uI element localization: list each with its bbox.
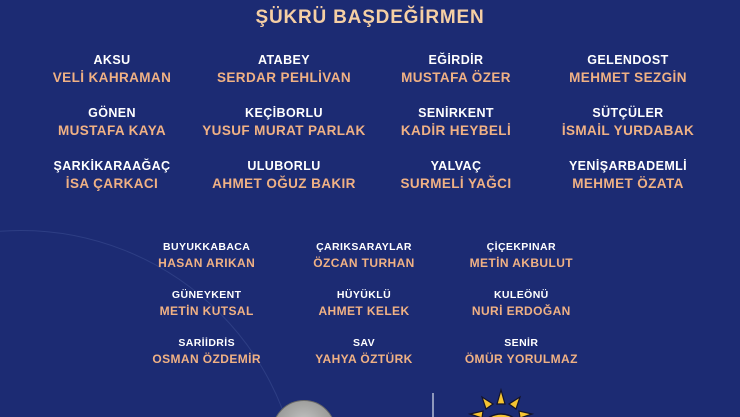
candidate-card: [128, 337, 285, 370]
district-name: SARİİDRİS: [178, 337, 236, 349]
candidate-card: [370, 53, 542, 92]
candidate-card: [26, 106, 198, 145]
candidate-card: [443, 337, 600, 370]
candidate-card: [443, 289, 600, 322]
candidate-card: [128, 241, 285, 274]
district-name: ÇARIKSARAYLAR: [316, 241, 412, 253]
district-name: ULUBORLU: [247, 159, 321, 173]
candidate-name: VELİ KAHRAMAN: [52, 70, 172, 85]
candidate-card: [285, 289, 442, 322]
district-name: ATABEY: [258, 53, 310, 67]
district-name: BUYUKKABACA: [163, 241, 251, 253]
district-name: HÜYÜKLÜ: [336, 289, 392, 301]
district-name: ŞARKİKARAAĞAÇ: [53, 159, 171, 173]
district-name: GELENDOST: [587, 53, 669, 67]
district-name: AKSU: [93, 53, 131, 67]
candidate-name: İSMAİL YURDABAK: [561, 123, 695, 138]
district-name: GÖNEN: [88, 106, 136, 120]
candidate-card: [443, 241, 600, 274]
candidate-name: NURİ ERDOĞAN: [471, 304, 571, 318]
candidate-name: MUSTAFA ÖZER: [401, 70, 511, 85]
candidate-card: [128, 289, 285, 322]
candidate-card: [285, 337, 442, 370]
candidate-card: [26, 159, 198, 198]
candidate-card: [26, 53, 198, 92]
district-name: EĞİRDİR: [428, 53, 484, 67]
candidate-card: [542, 53, 714, 92]
candidate-name: YAHYA ÖZTÜRK: [315, 352, 413, 366]
candidate-name: METİN KUTSAL: [159, 304, 254, 318]
district-name: KULEÖNÜ: [493, 289, 549, 301]
candidate-name: ÖMÜR YORULMAZ: [464, 352, 578, 366]
district-name: YENİŞARBADEMLİ: [568, 159, 688, 173]
candidate-name: MUSTAFA KAYA: [57, 123, 167, 138]
candidate-card: [198, 159, 370, 198]
candidate-name: YUSUF MURAT PARLAK: [202, 123, 366, 138]
district-name: SAV: [352, 337, 375, 349]
candidate-card: [285, 241, 442, 274]
candidate-name: SURMELİ YAĞCI: [400, 176, 512, 191]
district-name: SENİRKENT: [418, 106, 494, 120]
candidate-name: İSA ÇARKACI: [65, 176, 159, 191]
district-grid-bottom: [128, 241, 600, 370]
candidate-name: SERDAR PEHLİVAN: [216, 70, 351, 85]
candidate-name: AHMET KELEK: [318, 304, 410, 318]
candidate-name: KADİR HEYBELİ: [400, 123, 512, 138]
page-title: ŞÜKRÜ BAŞDEĞİRMEN: [255, 7, 485, 28]
candidate-card: [370, 159, 542, 198]
municipality-emblem-icon: [272, 400, 336, 417]
candidate-name: ÖZCAN TURHAN: [313, 256, 415, 270]
candidate-name: MEHMET SEZGİN: [569, 70, 687, 85]
candidate-card: [542, 159, 714, 198]
candidate-card: [198, 106, 370, 145]
candidate-name: MEHMET ÖZATA: [572, 176, 684, 191]
district-name: YALVAÇ: [430, 159, 482, 173]
akp-lightbulb-icon: [466, 388, 536, 417]
candidate-card: [542, 106, 714, 145]
district-grid-top: [26, 53, 714, 198]
footer-divider: [432, 393, 434, 417]
candidate-name: METİN AKBULUT: [469, 256, 574, 270]
candidate-name: AHMET OĞUZ BAKIR: [212, 176, 356, 191]
district-name: ÇİÇEKPINAR: [486, 241, 556, 253]
candidate-card: [198, 53, 370, 92]
district-name: SENİR: [504, 337, 539, 349]
candidate-card: [370, 106, 542, 145]
district-name: SÜTÇÜLER: [592, 106, 664, 120]
district-name: KEÇİBORLU: [245, 106, 323, 120]
district-name: GÜNEYKENT: [171, 289, 242, 301]
candidate-name: OSMAN ÖZDEMİR: [152, 352, 261, 366]
candidate-name: HASAN ARIKAN: [158, 256, 256, 270]
